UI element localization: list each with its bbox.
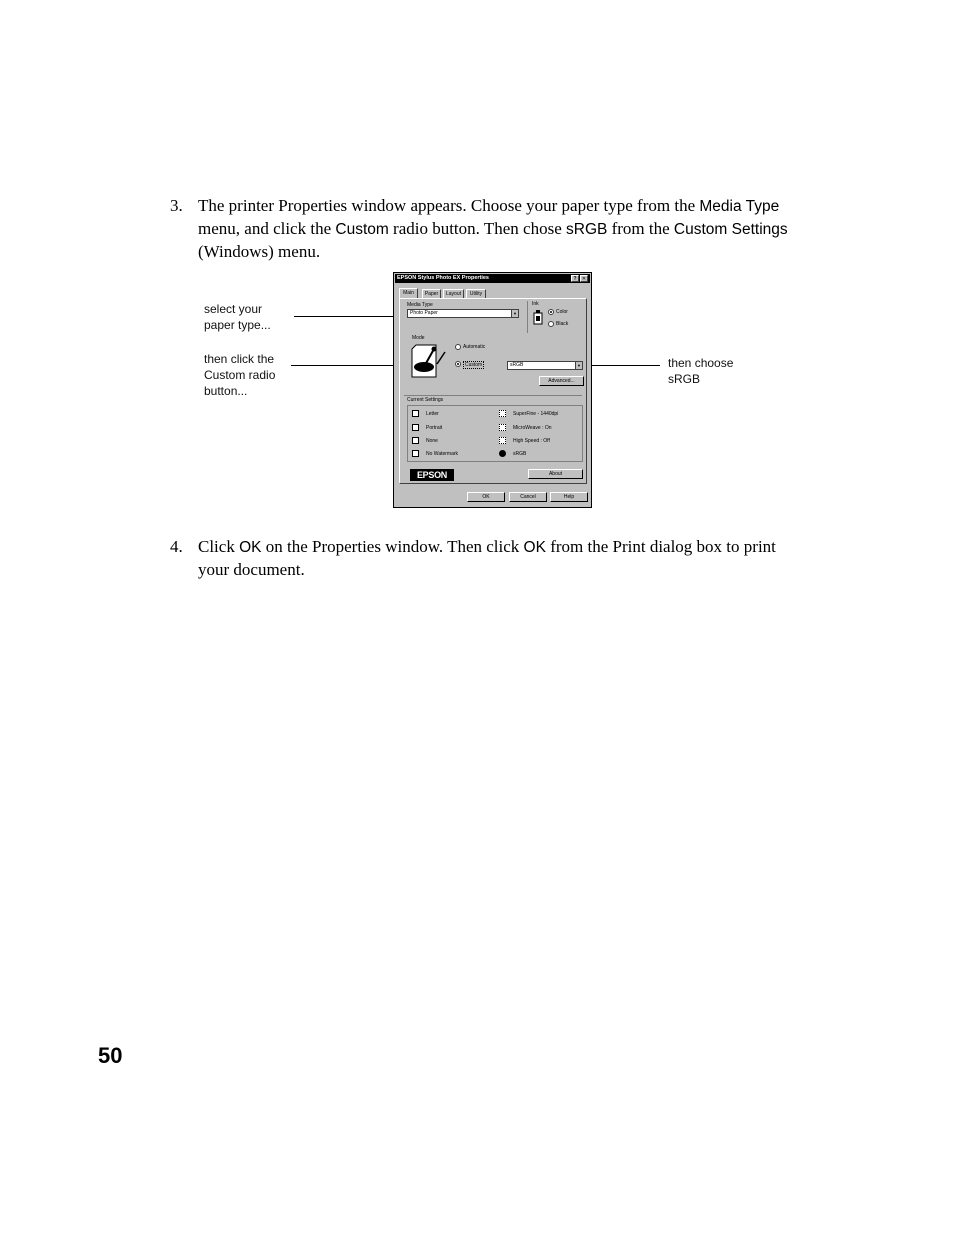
setting-color: sRGB [513,451,527,457]
current-settings-label: Current Settings [407,397,444,403]
ink-color-radio[interactable] [548,309,554,315]
tab-paper[interactable]: Paper [422,289,441,298]
ink-black-label: Black [556,321,569,327]
ink-cartridge-icon [533,310,544,325]
mode-custom-radio[interactable] [455,361,461,367]
page-number: 50 [98,1043,123,1068]
step-number: 3. [170,196,183,215]
advanced-button[interactable]: Advanced... [539,376,584,386]
setting-watermark: No Watermark [426,451,459,457]
media-type-label: Media Type [407,302,433,308]
color-icon [499,450,506,457]
watermark-icon [412,450,419,457]
step-number: 4. [170,537,183,556]
tab-layout[interactable]: Layout [443,289,464,298]
ink-label: Ink [532,301,539,307]
mode-automatic-label: Automatic [463,344,486,350]
custom-settings-dropdown[interactable]: sRGB ▼ [507,361,583,370]
callout-media-type: select your paper type... [204,302,271,332]
callout-custom-radio: then click the Custom radio button... [204,352,276,398]
setting-microweave: MicroWeave : On [513,425,552,431]
orientation-icon [412,424,419,431]
setting-paper-size: Letter [426,411,439,417]
help-button[interactable]: Help [550,492,588,502]
setting-layout: None [426,438,438,444]
step-text: Click OK on the Properties window. Then click OK from the Print dialog box to print your document. [198,537,776,579]
paper-size-icon [412,410,419,417]
layout-icon [412,437,419,444]
media-type-dropdown[interactable]: Photo Paper ▼ [407,309,519,318]
mode-custom-label: Custom [465,362,483,368]
chevron-down-icon: ▼ [511,310,518,317]
tab-utility[interactable]: Utility [466,289,486,298]
high-speed-icon [499,437,506,444]
callout-srgb: then choose sRGB [668,356,734,386]
setting-resolution: SuperFine - 1440dpi [513,411,559,417]
ink-color-label: Color [556,309,568,315]
dialog-titlebar: EPSON Stylus Photo EX Properties ? ✕ [395,274,590,283]
leader-line-media [294,316,408,317]
tab-main[interactable]: Main [399,288,418,298]
cancel-button[interactable]: Cancel [509,492,547,502]
divider [527,301,528,333]
mode-automatic-radio[interactable] [455,344,461,350]
properties-dialog [393,272,592,508]
close-icon[interactable]: ✕ [581,276,587,282]
pencil-icon [436,351,446,365]
setting-orientation: Portrait [426,425,443,431]
divider [404,395,582,396]
epson-logo: EPSON [410,469,454,481]
resolution-icon [499,410,506,417]
ok-button[interactable]: OK [467,492,505,502]
mode-label: Mode [412,335,425,341]
setting-high-speed: High Speed : Off [513,438,550,444]
step-text: The printer Properties window appears. Choose your paper type from the Media Type menu, and click the Custom radio button. Then chose sRGB from the Custom Settings (Windows) menu. [198,196,788,261]
help-icon[interactable]: ? [571,275,579,282]
main-tab-panel [399,298,587,484]
chevron-down-icon: ▼ [575,362,582,369]
ink-black-radio[interactable] [548,321,554,327]
microweave-icon [499,424,506,431]
about-button[interactable]: About [528,469,583,479]
current-settings-group [407,405,583,462]
